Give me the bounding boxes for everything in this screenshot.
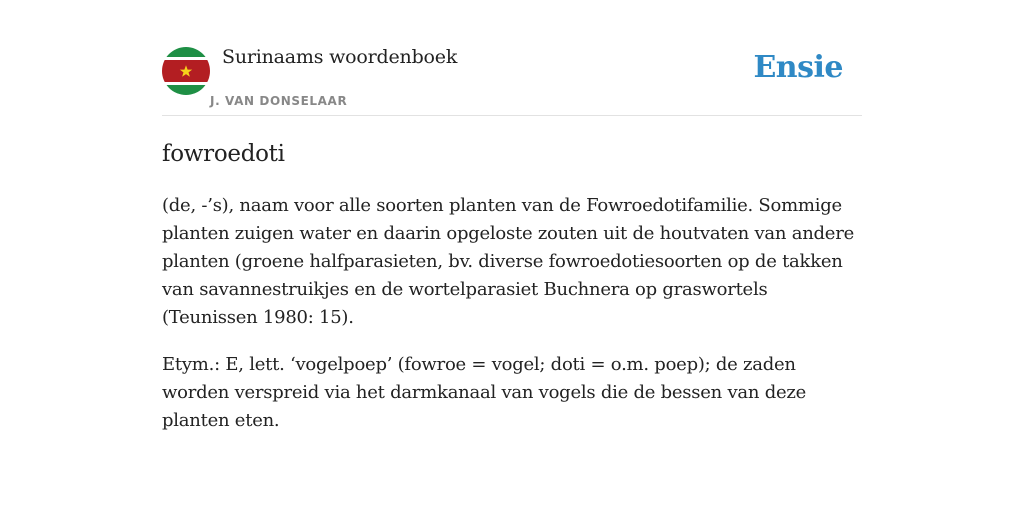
entry-definition: (de, -’s), naam voor alle soorten planten van de Fowroedotifamilie. Sommige planten zuigen water en daarin opgeloste zouten uit de houtvaten van andere planten (groene halfparasieten, bv. diverse fowroedotiesoorten op de takken van savannestruikjes en de wortelparasiet Buchnera op graswortels (Teunissen 1980: 15). xyxy=(162,195,854,328)
suriname-flag-icon[interactable] xyxy=(162,47,210,95)
book-title[interactable]: Surinaams woordenboek xyxy=(222,46,458,68)
book-author[interactable]: J. VAN DONSELAAR xyxy=(210,94,348,108)
entry-etymology: Etym.: E, lett. ‘vogelpoep’ (fowroe = vogel; doti = o.m. poep); de zaden worden verspreid via het darmkanaal van vogels die de bessen van deze planten eten. xyxy=(162,354,807,431)
entry-page xyxy=(162,0,862,431)
brand-logo-link[interactable]: Ensie xyxy=(753,50,843,85)
book-header xyxy=(162,0,862,116)
entry-headword: fowroedoti xyxy=(162,141,285,167)
